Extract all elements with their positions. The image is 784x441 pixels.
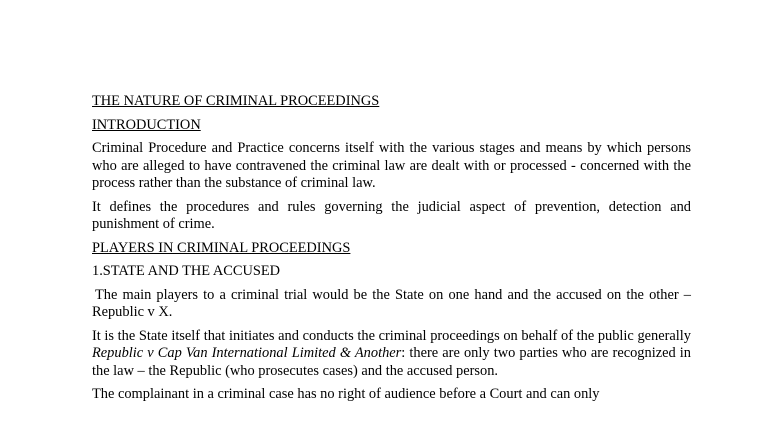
document-title: THE NATURE OF CRIMINAL PROCEEDINGS — [92, 93, 380, 109]
introduction-paragraph-2: It defines the procedures and rules governing the judicial aspect of prevention, detection and punishment of crime. — [92, 198, 691, 232]
main-players-paragraph: The main players to a criminal trial would be the State on one hand and the accused on the other – Republic v X. — [92, 286, 691, 320]
complainant-paragraph: The complainant in a criminal case has no right of audience before a Court and can only — [92, 386, 600, 402]
state-initiates-paragraph — [92, 328, 691, 381]
introduction-paragraph-1: Criminal Procedure and Practice concerns itself with the various stages and means by which persons who are alleged to have contravened the criminal law are dealt with or processed - concerned with the process rather than the substance of criminal law. — [92, 140, 691, 191]
introduction-heading: INTRODUCTION — [92, 116, 201, 133]
state-and-accused-heading: 1.STATE AND THE ACCUSED — [92, 263, 281, 279]
players-heading: PLAYERS IN CRIMINAL PROCEEDINGS — [92, 239, 351, 256]
case-citation: Republic v Cap Van International Limited & Another — [92, 345, 402, 361]
document-body — [92, 93, 691, 404]
state-initiates-text-2: : there are only two parties who are recognized in the law – the Republic (who prosecutes cases) and the accused person. — [92, 345, 691, 379]
state-initiates-text-1: It is the State itself that initiates and conducts the criminal proceedings on behalf of the public generally — [92, 327, 691, 344]
